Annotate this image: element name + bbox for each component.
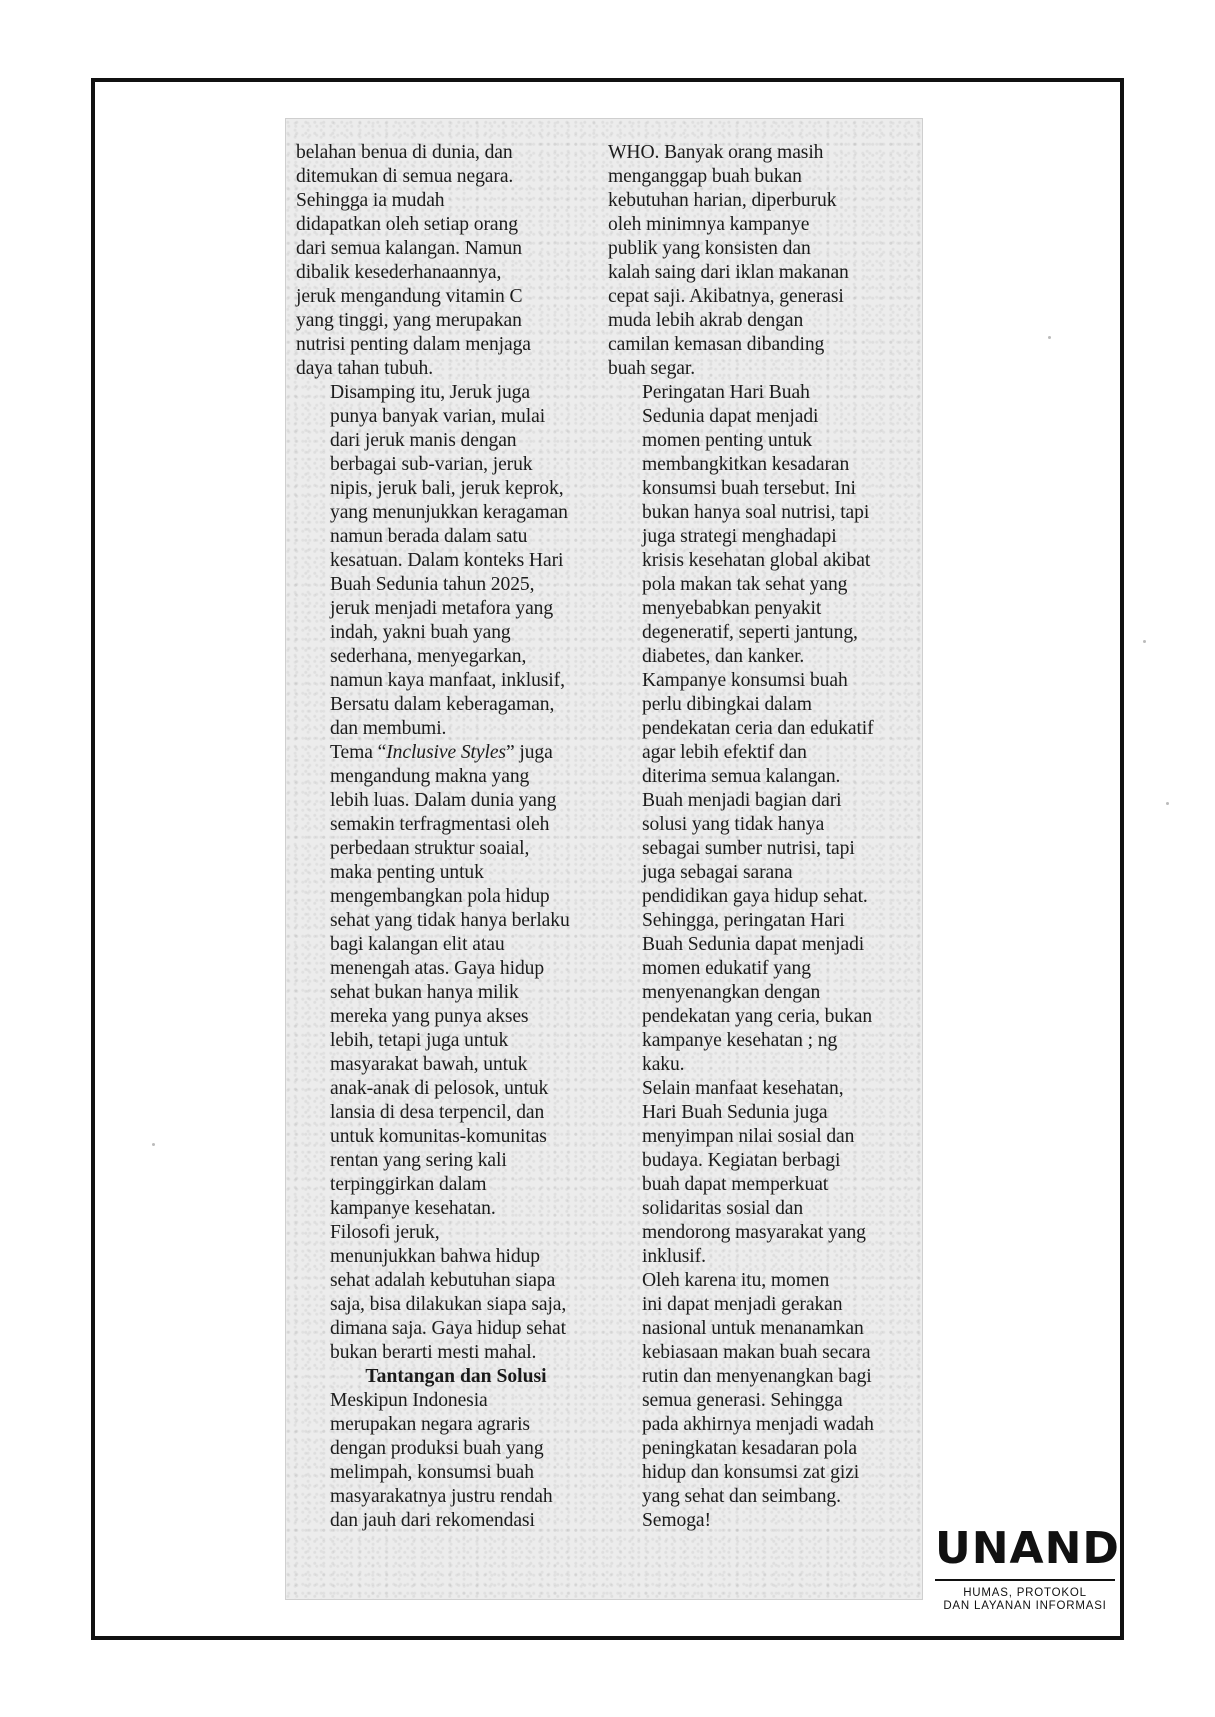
text-line: krisis kesehatan global akibat [642,550,871,571]
text-line: Hari Buah Sedunia juga [642,1102,828,1123]
text-line: dan membumi. [330,718,447,739]
text-line: perlu dibingkai dalam [642,694,812,715]
text-line: dari jeruk manis dengan [330,430,517,451]
text-line: dari semua kalangan. Namun [296,238,522,259]
logo-wordmark: UNAND [935,1523,1120,1574]
text-line: Kampanye konsumsi buah [642,670,848,691]
text-line: Semoga! [642,1510,711,1531]
speck [1166,802,1169,805]
text-line: semakin terfragmentasi oleh [330,814,550,835]
text-line: momen penting untuk [642,430,813,451]
text-line: diabetes, dan kanker. [642,646,805,667]
text-line: buah segar. [608,358,696,379]
text-line: daya tahan tubuh. [296,358,434,379]
text-line: punya banyak varian, mulai [330,406,546,427]
text-line: jeruk menjadi metafora yang [330,598,554,619]
text-line: terpinggirkan dalam [330,1174,487,1195]
text-line: Buah menjadi bagian dari [642,790,842,811]
text-line: kebiasaan makan buah secara [642,1342,871,1363]
text-line: buah dapat memperkuat [642,1174,829,1195]
article-paragraph [296,741,596,1221]
text-line: perbedaan struktur soaial, [330,838,530,859]
text-line: WHO. Banyak orang masih [608,142,824,163]
text-line: konsumsi buah tersebut. Ini [642,478,856,499]
article-paragraph [608,141,908,381]
article-paragraph [296,381,596,741]
text-line: kesatuan. Dalam konteks Hari [330,550,564,571]
text-line: pendidikan gaya hidup sehat. [642,886,868,907]
text-line: semua generasi. Sehingga [642,1390,843,1411]
text-line: budaya. Kegiatan berbagi [642,1150,841,1171]
text-line: yang tinggi, yang merupakan [296,310,522,331]
text-line: indah, yakni buah yang [330,622,511,643]
article-paragraph [608,1269,908,1533]
text-line: jeruk mengandung vitamin C [296,286,523,307]
text-line: Meskipun Indonesia [330,1390,488,1411]
text-line: Tema “Inclusive Styles” juga [330,742,553,763]
text-line: lansia di desa terpencil, dan [330,1102,545,1123]
text-line: solusi yang tidak hanya [642,814,825,835]
text-line: kalah saing dari iklan makanan [608,262,849,283]
text-line: Buah Sedunia dapat menjadi [642,934,865,955]
text-line: Oleh karena itu, momen [642,1270,830,1291]
text-line: agar lebih efektif dan [642,742,807,763]
text-line: Sehingga, peringatan Hari [642,910,845,931]
article-paragraph [296,141,596,381]
text-line: degeneratif, seperti jantung, [642,622,858,643]
section-subheading: Tantangan dan Solusi [365,1366,547,1387]
logo-subtitle-line1: HUMAS, PROTOKOL [963,1587,1087,1599]
text-line: Sedunia dapat menjadi [642,406,819,427]
text-line: kaku. [642,1054,685,1075]
article-paragraph [296,1389,596,1533]
speck [1143,640,1146,643]
text-line: pendekatan yang ceria, bukan [642,1006,873,1027]
text-line: cepat saji. Akibatnya, generasi [608,286,844,307]
text-line: namun berada dalam satu [330,526,528,547]
text-line: dibalik kesederhanaannya, [296,262,502,283]
text-line: melimpah, konsumsi buah [330,1462,534,1483]
text-line: lebih luas. Dalam dunia yang [330,790,557,811]
text-line: kampanye kesehatan ; ng [642,1030,838,1051]
speck [152,1143,155,1146]
text-line: menunjukkan bahwa hidup [330,1246,540,1267]
text-line: juga strategi menghadapi [642,526,837,547]
text-line: yang menunjukkan keragaman [330,502,568,523]
text-line: kampanye kesehatan. [330,1198,496,1219]
text-line: Selain manfaat kesehatan, [642,1078,844,1099]
logo-subtitle-line2: DAN LAYANAN INFORMASI [943,1600,1107,1612]
text-line: nutrisi penting dalam menjaga [296,334,531,355]
text-line: kebutuhan harian, diperburuk [608,190,837,211]
text-line: pendekatan ceria dan edukatif [642,718,874,739]
text-line: sebagai sumber nutrisi, tapi [642,838,855,859]
text-line: juga sebagai sarana [642,862,793,883]
text-line: mendorong masyarakat yang [642,1222,866,1243]
text-line: dan jauh dari rekomendasi [330,1510,535,1531]
text-line: peningkatan kesadaran pola [642,1438,858,1459]
text-line: Disamping itu, Jeruk juga [330,382,530,403]
unand-logo [935,1523,1120,1613]
text-line: didapatkan oleh setiap orang [296,214,518,235]
text-line: rutin dan menyenangkan bagi [642,1366,872,1387]
text-line: belahan benua di dunia, dan [296,142,513,163]
text-line: Buah Sedunia tahun 2025, [330,574,535,595]
text-line: nasional untuk menanamkan [642,1318,864,1339]
text-line: namun kaya manfaat, inklusif, [330,670,565,691]
logo-divider [935,1579,1115,1581]
text-line: ini dapat menjadi gerakan [642,1294,843,1315]
text-line: ditemukan di semua negara. [296,166,514,187]
text-line: menyimpan nilai sosial dan [642,1126,855,1147]
text-line: solidaritas sosial dan [642,1198,804,1219]
text-line: bukan hanya soal nutrisi, tapi [642,502,870,523]
text-line: saja, bisa dilakukan siapa saja, [330,1294,567,1315]
article-paragraph [608,381,908,669]
text-line: mereka yang punya akses [330,1006,529,1027]
text-line: dimana saja. Gaya hidup sehat [330,1318,566,1339]
text-line: dengan produksi buah yang [330,1438,544,1459]
article-column-right [608,141,908,1533]
text-line: sehat bukan hanya milik [330,982,519,1003]
text-line: nipis, jeruk bali, jeruk keprok, [330,478,564,499]
text-line: pola makan tak sehat yang [642,574,848,595]
text-line: bukan berarti mesti mahal. [330,1342,537,1363]
text-line: rentan yang sering kali [330,1150,507,1171]
text-line: anak-anak di pelosok, untuk [330,1078,549,1099]
text-line: hidup dan konsumsi zat gizi [642,1462,860,1483]
text-line: maka penting untuk [330,862,484,883]
text-line: mengembangkan pola hidup [330,886,550,907]
text-line: sehat adalah kebutuhan siapa [330,1270,556,1291]
text-line: untuk komunitas-komunitas [330,1126,547,1147]
text-line: diterima semua kalangan. [642,766,841,787]
article-paragraph [608,1077,908,1269]
text-line: menengah atas. Gaya hidup [330,958,545,979]
text-line: inklusif. [642,1246,706,1267]
text-line: masyarakat bawah, untuk [330,1054,528,1075]
text-line: pada akhirnya menjadi wadah [642,1414,874,1435]
article-paragraph [608,669,908,1077]
text-line: sederhana, menyegarkan, [330,646,527,667]
article-column-left [296,141,596,1533]
text-line: Sehingga ia mudah [296,190,445,211]
text-line: Peringatan Hari Buah [642,382,810,403]
article-paragraph [296,1221,596,1365]
text-line: camilan kemasan dibanding [608,334,825,355]
text-line: Bersatu dalam keberagaman, [330,694,555,715]
text-line: momen edukatif yang [642,958,811,979]
text-line: bagi kalangan elit atau [330,934,505,955]
text-line: menganggap buah bukan [608,166,802,187]
text-line: berbagai sub-varian, jeruk [330,454,533,475]
text-line: menyenangkan dengan [642,982,821,1003]
text-line: publik yang konsisten dan [608,238,811,259]
text-line: menyebabkan penyakit [642,598,822,619]
newspaper-clipping [285,118,923,1600]
text-line: lebih, tetapi juga untuk [330,1030,509,1051]
text-line: merupakan negara agraris [330,1414,530,1435]
text-line: muda lebih akrab dengan [608,310,804,331]
text-line: mengandung makna yang [330,766,530,787]
speck [1048,336,1051,339]
text-line: yang sehat dan seimbang. [642,1486,841,1507]
text-line: masyarakatnya justru rendah [330,1486,553,1507]
text-line: Filosofi jeruk, [330,1222,440,1243]
text-line: membangkitkan kesadaran [642,454,850,475]
text-line: oleh minimnya kampanye [608,214,810,235]
text-line: sehat yang tidak hanya berlaku [330,910,570,931]
